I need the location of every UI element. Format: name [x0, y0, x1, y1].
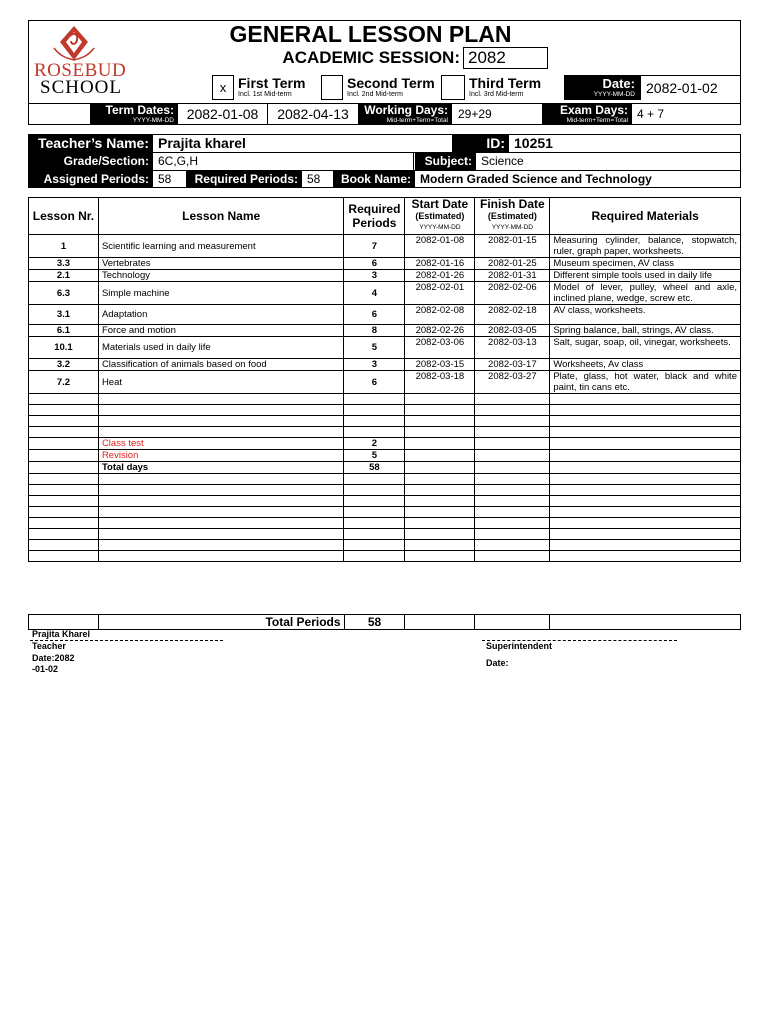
empty-cell[interactable]	[98, 427, 344, 438]
empty-cell[interactable]	[344, 416, 405, 427]
lesson-name-cell: Classification of animals based on food	[98, 359, 344, 371]
required-periods-cell[interactable]: 4	[344, 282, 405, 305]
term-dates-format: YYYY-MM-DD	[132, 117, 174, 124]
header-required-periods-2: Periods	[352, 216, 397, 230]
lesson-name-cell: Simple machine	[98, 282, 344, 305]
table-row	[29, 258, 741, 270]
finish-date-cell[interactable]: 2082-01-15	[475, 235, 550, 258]
empty-cell[interactable]	[405, 394, 475, 405]
empty-table-row	[29, 529, 741, 540]
empty-cell[interactable]	[405, 405, 475, 416]
working-days-label-box	[358, 104, 452, 125]
required-periods-cell[interactable]: 8	[344, 325, 405, 337]
header-required-materials: Required Materials	[550, 198, 741, 235]
empty-cell[interactable]	[475, 427, 550, 438]
empty-cell[interactable]	[475, 474, 550, 485]
empty-cell[interactable]	[550, 405, 741, 416]
table-row	[29, 325, 741, 337]
header-finish-estimated: (Estimated)	[487, 211, 537, 221]
header-start-date	[405, 198, 475, 235]
empty-cell[interactable]	[550, 518, 741, 529]
empty-table-row	[29, 485, 741, 496]
empty-cell[interactable]	[29, 540, 99, 551]
subject-value[interactable]: Science	[481, 154, 524, 168]
second-term-label: Second Term	[347, 75, 435, 91]
empty-cell[interactable]	[344, 474, 405, 485]
subject-label: Subject:	[415, 153, 476, 170]
empty-cell[interactable]	[550, 496, 741, 507]
class-test-row-label: Class test	[98, 438, 344, 450]
revision-row-periods[interactable]: 5	[344, 450, 405, 462]
lesson-nr-cell: 2.1	[29, 270, 99, 282]
header-finish-date-label: Finish Date	[480, 197, 545, 211]
empty-cell[interactable]	[405, 518, 475, 529]
materials-cell[interactable]: Salt, sugar, soap, oil, vinegar, worksheets.	[550, 337, 741, 359]
empty-table-row	[29, 518, 741, 529]
lesson-name-cell: Force and motion	[98, 325, 344, 337]
empty-table-row	[29, 507, 741, 518]
empty-cell[interactable]	[405, 540, 475, 551]
teacher-signature-name: Prajita Kharel	[32, 629, 91, 639]
required-periods-cell[interactable]: 6	[344, 371, 405, 394]
teacher-name-value[interactable]: Prajita kharel	[158, 135, 246, 151]
empty-cell[interactable]	[550, 394, 741, 405]
empty-cell[interactable]	[405, 416, 475, 427]
empty-cell[interactable]	[29, 496, 99, 507]
empty-cell[interactable]	[98, 485, 344, 496]
empty-cell[interactable]	[405, 496, 475, 507]
empty-cell[interactable]	[405, 474, 475, 485]
empty-table-row	[29, 474, 741, 485]
empty-cell[interactable]	[405, 450, 475, 462]
start-date-cell[interactable]: 2082-03-18	[405, 371, 475, 394]
empty-cell[interactable]	[475, 450, 550, 462]
empty-cell[interactable]	[405, 551, 475, 562]
exam-days-label-box	[542, 104, 632, 125]
teacher-signature-label: Teacher	[32, 641, 66, 651]
table-row	[29, 270, 741, 282]
checkbox-second-term[interactable]	[321, 75, 343, 100]
table-row	[29, 235, 741, 258]
table-row	[29, 305, 741, 325]
finish-date-cell[interactable]: 2082-02-06	[475, 282, 550, 305]
logo-text-rosebud: ROSEBUD	[34, 60, 127, 81]
empty-cell[interactable]	[29, 427, 99, 438]
empty-cell[interactable]	[405, 462, 475, 474]
lesson-nr-cell: 1	[29, 235, 99, 258]
start-date-cell[interactable]: 2082-03-06	[405, 337, 475, 359]
lesson-name-cell: Heat	[98, 371, 344, 394]
empty-cell[interactable]	[344, 518, 405, 529]
required-periods-cell[interactable]: 6	[344, 305, 405, 325]
empty-cell[interactable]	[405, 507, 475, 518]
empty-cell[interactable]	[475, 405, 550, 416]
exam-days-note: Mid-term+Term=Total	[566, 117, 628, 124]
empty-cell[interactable]	[344, 529, 405, 540]
empty-cell[interactable]	[98, 394, 344, 405]
header-finish-format: YYYY-MM-DD	[491, 224, 533, 231]
book-name-value[interactable]: Modern Graded Science and Technology	[420, 172, 652, 186]
empty-cell[interactable]	[475, 485, 550, 496]
required-periods-cell[interactable]: 5	[344, 337, 405, 359]
empty-cell[interactable]	[550, 507, 741, 518]
first-term-label: First Term	[238, 75, 306, 91]
empty-cell[interactable]	[475, 518, 550, 529]
teacher-date-line-2: -01-02	[32, 664, 59, 674]
empty-cell[interactable]	[550, 529, 741, 540]
working-days-value[interactable]: 29+29	[458, 107, 492, 121]
empty-cell[interactable]	[475, 551, 550, 562]
empty-cell[interactable]	[550, 551, 741, 562]
term-start-date[interactable]: 2082-01-08	[178, 104, 268, 125]
third-term-label: Third Term	[469, 75, 542, 91]
header-finish-date	[475, 198, 550, 235]
lesson-nr-cell: 3.1	[29, 305, 99, 325]
session-label: ACADEMIC SESSION:	[282, 48, 460, 67]
lesson-name-cell: Vertebrates	[98, 258, 344, 270]
empty-cell[interactable]	[405, 427, 475, 438]
table-row	[29, 337, 741, 359]
empty-table-row	[29, 394, 741, 405]
empty-cell[interactable]	[98, 474, 344, 485]
empty-cell[interactable]	[29, 518, 99, 529]
materials-cell[interactable]: Measuring cylinder, balance, stopwatch, ruler, graph paper, worksheets.	[550, 235, 741, 258]
start-date-cell[interactable]: 2082-02-08	[405, 305, 475, 325]
empty-table-row	[29, 405, 741, 416]
logo-text-school: SCHOOL	[40, 77, 123, 98]
second-term-note: Incl. 2nd Mid-term	[347, 91, 404, 98]
required-periods-value[interactable]: 58	[307, 172, 321, 186]
empty-table-row	[29, 427, 741, 438]
empty-table-row	[29, 540, 741, 551]
required-periods-cell[interactable]: 6	[344, 258, 405, 270]
date-format-note: YYYY-MM-DD	[593, 91, 635, 98]
empty-cell[interactable]	[29, 551, 99, 562]
start-date-cell[interactable]: 2082-02-01	[405, 282, 475, 305]
exam-days-label: Exam Days:	[559, 103, 628, 117]
lesson-name-cell: Technology	[98, 270, 344, 282]
empty-cell[interactable]	[98, 496, 344, 507]
empty-cell[interactable]	[344, 540, 405, 551]
empty-cell[interactable]	[405, 438, 475, 450]
header-start-date-label: Start Date	[411, 197, 469, 211]
start-date-cell[interactable]: 2082-01-08	[405, 235, 475, 258]
empty-cell[interactable]	[475, 416, 550, 427]
empty-cell[interactable]	[475, 529, 550, 540]
book-name-label: Book Name:	[333, 171, 415, 187]
page-title: GENERAL LESSON PLAN	[229, 21, 512, 47]
exam-days-value[interactable]: 4 + 7	[637, 107, 665, 121]
header-lesson-name: Lesson Name	[98, 198, 344, 235]
empty-cell[interactable]	[98, 507, 344, 518]
empty-cell[interactable]	[344, 485, 405, 496]
revision-row-label: Revision	[98, 450, 344, 462]
date-label: Date:	[602, 76, 635, 91]
required-periods-label: Required Periods:	[186, 171, 302, 187]
start-date-cell[interactable]: 2082-02-26	[405, 325, 475, 337]
empty-cell[interactable]	[98, 405, 344, 416]
empty-cell[interactable]	[550, 416, 741, 427]
empty-cell[interactable]	[344, 496, 405, 507]
empty-cell[interactable]	[29, 485, 99, 496]
total-empty-cell	[29, 615, 99, 630]
start-date-cell[interactable]: 2082-03-15	[405, 359, 475, 371]
total-periods-value[interactable]: 58	[344, 615, 405, 630]
table-row	[29, 359, 741, 371]
empty-cell[interactable]	[98, 551, 344, 562]
rosebud-icon	[30, 22, 118, 64]
working-days-label: Working Days:	[364, 103, 448, 117]
materials-cell[interactable]: Museum specimen, AV class	[550, 258, 741, 270]
empty-cell[interactable]	[405, 529, 475, 540]
finish-date-cell[interactable]: 2082-03-13	[475, 337, 550, 359]
finish-date-cell[interactable]: 2082-03-27	[475, 371, 550, 394]
assigned-periods-value[interactable]: 58	[158, 172, 172, 186]
empty-cell[interactable]	[475, 540, 550, 551]
required-periods-cell[interactable]: 3	[344, 359, 405, 371]
materials-cell[interactable]: AV class, worksheets.	[550, 305, 741, 325]
header-start-estimated: (Estimated)	[415, 211, 465, 221]
grade-value[interactable]: 6C,G,H	[154, 153, 414, 170]
lesson-nr-cell: 7.2	[29, 371, 99, 394]
date-label-box	[564, 75, 640, 100]
empty-cell[interactable]	[344, 551, 405, 562]
empty-cell[interactable]	[550, 427, 741, 438]
total-days-row-periods[interactable]: 58	[344, 462, 405, 474]
finish-date-cell[interactable]: 2082-01-25	[475, 258, 550, 270]
total-empty-cell	[405, 615, 475, 630]
empty-cell[interactable]	[98, 540, 344, 551]
materials-cell[interactable]: Plate, glass, hot water, black and white paint, tin cans etc.	[550, 371, 741, 394]
empty-cell[interactable]	[550, 540, 741, 551]
class-test-row	[29, 438, 741, 450]
empty-cell[interactable]	[344, 394, 405, 405]
empty-table-row	[29, 551, 741, 562]
class-test-row-periods[interactable]: 2	[344, 438, 405, 450]
superintendent-date: Date:	[486, 658, 509, 668]
empty-cell[interactable]	[550, 438, 741, 450]
empty-cell[interactable]	[344, 427, 405, 438]
empty-cell[interactable]	[550, 462, 741, 474]
total-days-row-label: Total days	[98, 462, 344, 474]
empty-cell[interactable]	[550, 450, 741, 462]
empty-cell[interactable]	[475, 394, 550, 405]
materials-cell[interactable]: Model of lever, pulley, wheel and axle, inclined plane, wedge, screw etc.	[550, 282, 741, 305]
session-value[interactable]: 2082	[463, 47, 548, 69]
table-row	[29, 282, 741, 305]
total-periods-table	[28, 614, 741, 630]
header-start-format: YYYY-MM-DD	[419, 224, 461, 231]
finish-date-cell[interactable]: 2082-01-31	[475, 270, 550, 282]
empty-cell[interactable]	[344, 405, 405, 416]
term-dates-label: Term Dates:	[105, 103, 174, 117]
lesson-nr-cell: 6.3	[29, 282, 99, 305]
materials-cell[interactable]: Spring balance, ball, strings, AV class.	[550, 325, 741, 337]
empty-cell[interactable]	[29, 405, 99, 416]
school-logo	[30, 22, 127, 102]
empty-cell[interactable]	[550, 474, 741, 485]
lesson-name-cell: Materials used in daily life	[98, 337, 344, 359]
assigned-periods-label: Assigned Periods:	[29, 171, 153, 187]
empty-cell[interactable]	[29, 394, 99, 405]
checkbox-first-term[interactable]: x	[212, 75, 234, 100]
total-periods-label: Total Periods	[98, 615, 344, 630]
total-empty-cell	[475, 615, 550, 630]
start-date-cell[interactable]: 2082-01-26	[405, 270, 475, 282]
date-value[interactable]: 2082-01-02	[640, 75, 741, 100]
required-periods-cell[interactable]: 3	[344, 270, 405, 282]
empty-table-row	[29, 416, 741, 427]
empty-cell[interactable]	[98, 416, 344, 427]
lesson-nr-cell: 6.1	[29, 325, 99, 337]
lesson-name-cell: Scientific learning and measurement	[98, 235, 344, 258]
empty-cell[interactable]	[475, 462, 550, 474]
empty-cell[interactable]	[29, 529, 99, 540]
materials-cell[interactable]: Worksheets, Av class	[550, 359, 741, 371]
empty-cell[interactable]	[475, 507, 550, 518]
table-row	[29, 371, 741, 394]
lesson-nr-cell: 10.1	[29, 337, 99, 359]
start-date-cell[interactable]: 2082-01-16	[405, 258, 475, 270]
empty-cell[interactable]	[29, 474, 99, 485]
empty-cell[interactable]	[475, 438, 550, 450]
empty-cell[interactable]	[98, 529, 344, 540]
empty-cell	[29, 462, 99, 474]
empty-cell	[29, 438, 99, 450]
superintendent-label: Superintendent	[486, 641, 553, 651]
header-required-periods-1: Required	[348, 202, 401, 216]
empty-cell[interactable]	[550, 485, 741, 496]
term-dates-label-box	[90, 104, 178, 125]
required-periods-cell[interactable]: 7	[344, 235, 405, 258]
empty-cell[interactable]	[475, 496, 550, 507]
empty-cell[interactable]	[98, 518, 344, 529]
empty-cell	[29, 450, 99, 462]
total-days-row	[29, 462, 741, 474]
term-end-date[interactable]: 2082-04-13	[277, 106, 349, 122]
total-periods-row	[29, 615, 741, 630]
empty-cell[interactable]	[29, 416, 99, 427]
empty-table-row	[29, 496, 741, 507]
lesson-nr-cell: 3.2	[29, 359, 99, 371]
empty-cell[interactable]	[344, 507, 405, 518]
working-days-note: Mid-term+Term=Total	[386, 117, 448, 124]
materials-cell[interactable]: Different simple tools used in daily life	[550, 270, 741, 282]
grade-label: Grade/Section:	[29, 153, 153, 170]
first-term-note: Incl. 1st Mid-term	[238, 91, 292, 98]
third-term-note: Incl. 3rd Mid-term	[469, 91, 524, 98]
table-header-row	[29, 198, 741, 235]
checkbox-third-term[interactable]	[441, 75, 465, 100]
lesson-name-cell: Adaptation	[98, 305, 344, 325]
teacher-date-line-1: Date:2082	[32, 653, 75, 663]
revision-row	[29, 450, 741, 462]
total-empty-cell	[550, 615, 741, 630]
header-required-periods	[344, 198, 405, 235]
lesson-nr-cell: 3.3	[29, 258, 99, 270]
empty-cell[interactable]	[405, 485, 475, 496]
lesson-plan-table	[28, 197, 741, 562]
empty-cell[interactable]	[29, 507, 99, 518]
teacher-id-value[interactable]: 10251	[514, 135, 553, 151]
finish-date-cell[interactable]: 2082-03-05	[475, 325, 550, 337]
teacher-id-label: ID:	[452, 135, 509, 152]
teacher-name-label: Teacher’s Name:	[29, 135, 153, 152]
finish-date-cell[interactable]: 2082-03-17	[475, 359, 550, 371]
header-lesson-nr: Lesson Nr.	[29, 198, 99, 235]
finish-date-cell[interactable]: 2082-02-18	[475, 305, 550, 325]
